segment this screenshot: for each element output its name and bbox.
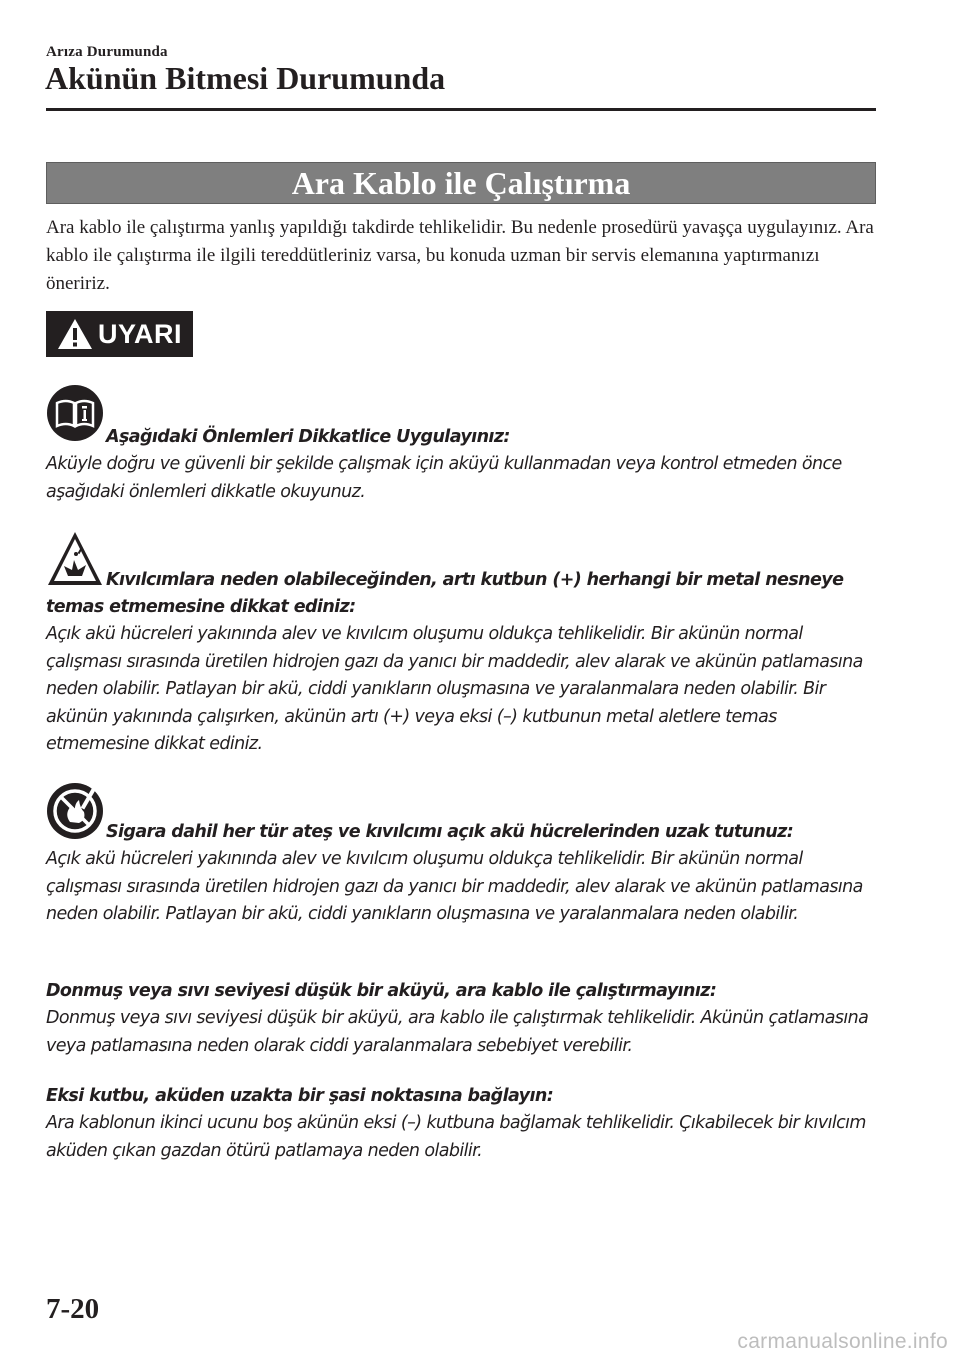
warning-label: UYARI bbox=[98, 318, 183, 349]
block-heading: Donmuş veya sıvı seviyesi düşük bir aküyü, ara kablo ile çalıştırmayınız: bbox=[46, 981, 717, 1001]
breadcrumb: Arıza Durumunda bbox=[46, 44, 168, 60]
block-body: Ara kablonun ikinci ucunu boş akünün eksi (–) kutbuna bağlamak tehlikelidir. Çıkabilecek bir kıvılcım aküden çıkan gazdan ötürü patlamaya neden olabilir. bbox=[46, 1113, 866, 1161]
block-heading: Sigara dahil her tür ateş ve kıvılcımı açık akü hücrelerinden uzak tutunuz: bbox=[106, 822, 794, 842]
spark-warning-block bbox=[46, 530, 876, 759]
explosion-warning-icon bbox=[46, 530, 104, 588]
section-banner: Ara Kablo ile Çalıştırma bbox=[46, 162, 876, 204]
frozen-battery-block bbox=[46, 978, 876, 1060]
block-body: Açık akü hücreleri yakınında alev ve kıvılcım oluşumu oldukça tehlikelidir. Bir akünün normal çalışması sırasında üretilen hidrojen gazı da yanıcı bir maddedir, alev alarak ve akünün patlamasına neden olabilir. Patlayan bir akü, ciddi yanıkların oluşmasına ve yaralanmalara neden olabilir. bbox=[46, 849, 863, 924]
page-title: Akünün Bitmesi Durumunda bbox=[45, 60, 446, 96]
page-number: 7-20 bbox=[46, 1293, 100, 1325]
section-intro: Ara kablo ile çalıştırma yanlış yapıldığı takdirde tehlikelidir. Bu nedenle prosedürü yavaşça uygulayınız. Ara kablo ile çalıştırma ile ilgili tereddütleriniz varsa, bu konuda uzman bir servis elemanına yaptırmanızı öneririz. bbox=[46, 217, 874, 294]
block-heading: Aşağıdaki Önlemleri Dikkatlice Uygulayınız: bbox=[106, 427, 510, 447]
title-divider bbox=[46, 108, 876, 111]
no-fire-block bbox=[46, 782, 876, 929]
no-fire-icon bbox=[46, 782, 104, 840]
warning-triangle-icon bbox=[56, 317, 94, 351]
warning-badge bbox=[46, 311, 193, 357]
precautions-block bbox=[46, 384, 876, 506]
watermark: carmanualsonline.info bbox=[737, 1330, 948, 1353]
manual-book-icon bbox=[46, 384, 104, 442]
block-body: Donmuş veya sıvı seviyesi düşük bir aküyü, ara kablo ile çalıştırmak tehlikelidir. Akünün çatlamasına veya patlamasına neden olarak ciddi yaralanmalara sebebiyet verebilir. bbox=[46, 1008, 869, 1056]
block-body: Açık akü hücreleri yakınında alev ve kıvılcım oluşumu oldukça tehlikelidir. Bir akünün normal çalışması sırasında üretilen hidrojen gazı da yanıcı bir maddedir, alev alarak ve akünün patlamasına neden olabilir. Patlayan bir akü, ciddi yanıkların oluşmasına ve yaralanmalara neden olabilir. Bir akünün yakınında çalışırken, akünün artı (+) veya eksi (–) kutbunun metal aletlere temas etmemesine dikkat ediniz. bbox=[46, 624, 863, 754]
block-heading: Kıvılcımlara neden olabileceğinden, artı kutbun (+) herhangi bir metal nesneye temas etmemesine dikkat ediniz: bbox=[46, 570, 844, 617]
ground-point-block bbox=[46, 1083, 876, 1165]
block-body: Aküyle doğru ve güvenli bir şekilde çalışmak için aküyü kullanmadan veya kontrol etmeden önce aşağıdaki önlemleri dikkatle okuyunuz. bbox=[46, 454, 842, 502]
block-heading: Eksi kutbu, aküden uzakta bir şasi noktasına bağlayın: bbox=[46, 1086, 554, 1106]
